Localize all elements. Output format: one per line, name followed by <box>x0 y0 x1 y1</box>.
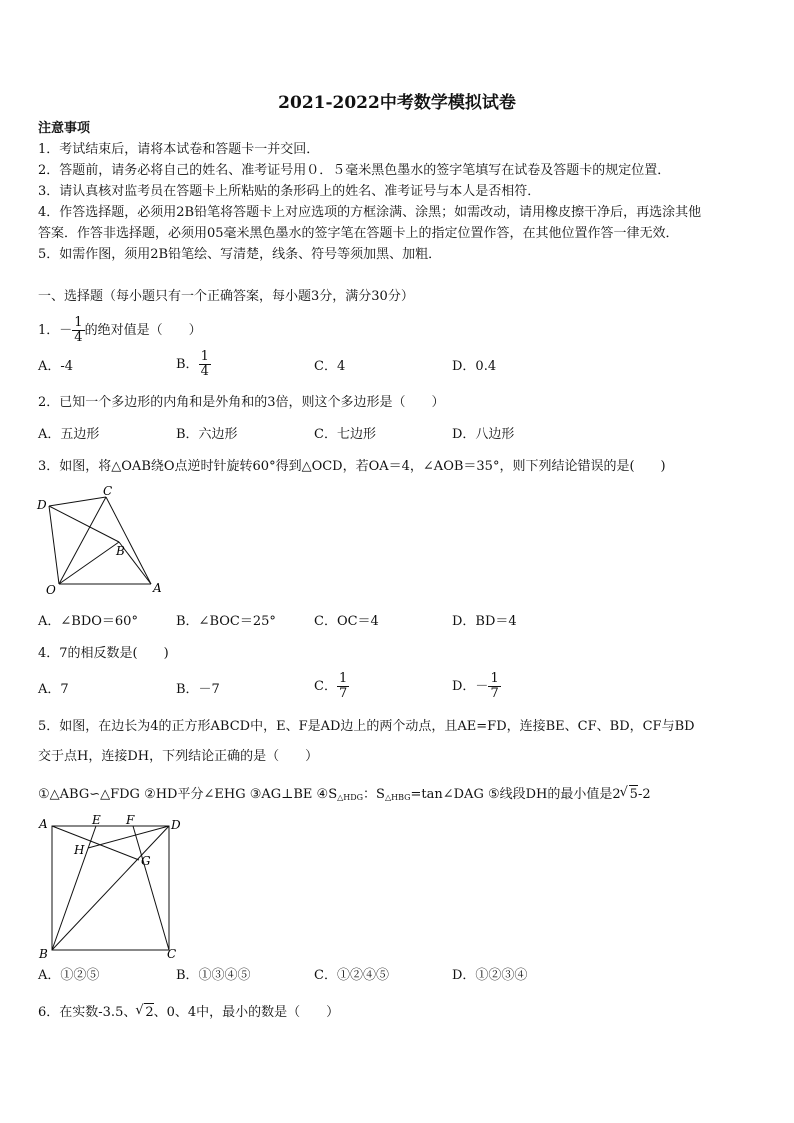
q5-option-a[interactable]: A．①②⑤ <box>38 968 100 983</box>
q5-line-ag <box>52 826 139 860</box>
q3-option-c[interactable]: C．OC＝4 <box>314 614 379 629</box>
q1-frac-num: 1 <box>74 315 83 330</box>
q5-figure <box>36 812 186 962</box>
question-3: 3．如图，将△OAB绕O点逆时针旋转60°得到△OCD，若OA＝4，∠AOB＝35°，则下列结论错误的是( ) <box>38 459 666 474</box>
q1-b-label: B． <box>176 357 199 372</box>
q5-conclusion-text: ：S <box>363 787 385 802</box>
q3-option-a[interactable]: A．∠BDO＝60° <box>38 614 138 629</box>
q4-option-d[interactable] <box>452 672 501 701</box>
q3-option-d[interactable]: D．BD＝4 <box>452 614 517 629</box>
q5-label-e: E <box>92 813 101 827</box>
q3-label-b: B <box>116 544 125 558</box>
q3-option-b[interactable]: B．∠BOC＝25° <box>176 614 276 629</box>
notice-item: 3．请认真核对监考员在答题卡上所粘贴的条形码上的姓名、准考证号与本人是否相符． <box>38 184 541 199</box>
q1-fraction <box>72 316 84 345</box>
notice-item: 1．考试结束后，请将本试卷和答题卡一并交回． <box>38 142 320 157</box>
q4-option-c[interactable] <box>314 672 349 701</box>
q5-label-a: A <box>39 817 48 831</box>
q3-line-db <box>49 506 119 542</box>
notice-item: 5．如需作图，须用2B铅笔绘、写清楚，线条、符号等须加黑、加粗． <box>38 247 442 262</box>
q3-label-a: A <box>153 581 162 595</box>
question-2: 2．已知一个多边形的内角和是外角和的3倍，则这个多边形是（ ） <box>38 395 445 410</box>
question-1 <box>38 316 202 345</box>
q4-d-label: D．－ <box>452 679 489 694</box>
q5-label-c: C <box>167 947 177 961</box>
q1-text: 的绝对值是（ ） <box>84 323 202 338</box>
q4-d-fraction <box>488 672 500 701</box>
q1-option-d[interactable]: D．0.4 <box>452 359 497 374</box>
q3-label-d: D <box>37 498 47 512</box>
q1-option-a[interactable]: A．-4 <box>38 359 74 374</box>
q3-line-dc <box>49 497 106 506</box>
notice-item: 2．答题前，请务必将自己的姓名、准考证号用０．５毫米黑色墨水的签字笔填写在试卷及答题卡的规定位置． <box>38 163 671 178</box>
q4-option-a[interactable]: A．7 <box>38 682 69 697</box>
q6-sqrt: √ 2 <box>144 1003 153 1022</box>
q5-option-b[interactable]: B．①③④⑤ <box>176 968 251 983</box>
q3-line-oc <box>59 497 106 584</box>
q5-sqrt: √ 5 <box>629 785 638 804</box>
q5-option-d[interactable]: D．①②③④ <box>452 968 528 983</box>
q4-option-b[interactable]: B．－7 <box>176 682 220 697</box>
q1-neg: － <box>59 323 73 338</box>
q2-option-b[interactable]: B．六边形 <box>176 427 238 442</box>
q3-line-ob <box>59 542 119 584</box>
q1-option-c[interactable]: C．4 <box>314 359 346 374</box>
q3-figure <box>34 484 164 596</box>
q4-c-den: 7 <box>338 686 348 701</box>
notice-heading: 注意事项 <box>38 121 91 136</box>
q2-option-c[interactable]: C．七边形 <box>314 427 376 442</box>
question-5-conclusions <box>38 785 651 807</box>
q1-b-fraction <box>199 350 211 379</box>
q5-sub-hbg: △HBG <box>384 793 411 802</box>
q2-option-d[interactable]: D．八边形 <box>452 427 515 442</box>
q4-c-num: 1 <box>338 671 348 686</box>
q3-label-c: C <box>103 484 113 498</box>
notice-item: 4．作答选择题，必须用2B铅笔将答题卡上对应选项的方框涂满、涂黑；如需改动，请用橡皮擦干净后，再选涂其他 <box>38 205 702 220</box>
question-4: 4．7的相反数是( ) <box>38 646 169 661</box>
q5-sub-hdg: △HDG <box>337 793 364 802</box>
q3-label-o: O <box>46 583 56 596</box>
q4-d-den: 7 <box>490 686 499 701</box>
section-heading: 一、选择题（每小题只有一个正确答案，每小题3分，满分30分） <box>38 289 414 304</box>
q6-text: 6．在实数-3.5、 <box>38 1005 137 1020</box>
q5-conclusion-text: ①△ABG∽△FDG ②HD平分∠EHG ③AG⊥BE ④S <box>38 787 338 802</box>
q5-label-b: B <box>39 947 48 961</box>
q4-c-fraction <box>337 672 349 701</box>
q3-line-ca <box>106 497 151 584</box>
q5-label-d: D <box>171 818 181 832</box>
q4-d-num: 1 <box>490 671 499 686</box>
q5-line-hd <box>88 826 169 848</box>
q5-conclusion-text: =tan∠DAG ⑤线段DH的最小值是2 <box>410 787 621 802</box>
question-5-line2: 交于点H，连接DH，下列结论正确的是（ ） <box>38 749 319 764</box>
q1-b-num: 1 <box>200 349 209 364</box>
q5-label-g: G <box>141 854 151 868</box>
q4-c-label: C． <box>314 679 337 694</box>
q6-text: 、0、4中，最小的数是（ ） <box>153 1005 340 1020</box>
q1-frac-den: 4 <box>74 330 83 345</box>
notice-item: 答案．作答非选择题，必须用05毫米黑色墨水的签字笔在答题卡上的指定位置作答，在其他位置作答一律无效． <box>38 226 679 241</box>
q5-conclusion-text: -2 <box>637 787 651 802</box>
q2-option-a[interactable]: A．五边形 <box>38 427 100 442</box>
q5-option-c[interactable]: C．①②④⑤ <box>314 968 389 983</box>
question-6 <box>38 1003 339 1022</box>
q3-line-od <box>49 506 59 584</box>
q5-label-h: H <box>74 843 85 857</box>
q1-option-b[interactable] <box>176 350 211 379</box>
question-5-line1: 5．如图，在边长为4的正方形ABCD中，E、F是AD边上的两个动点，且AE=FD，连接BE、CF、BD，CF与BD <box>38 719 695 734</box>
q1-b-den: 4 <box>200 364 209 379</box>
exam-title: 2021-2022中考数学模拟试卷 <box>278 93 516 113</box>
q5-label-f: F <box>126 813 135 827</box>
q1-number: 1． <box>38 323 60 338</box>
